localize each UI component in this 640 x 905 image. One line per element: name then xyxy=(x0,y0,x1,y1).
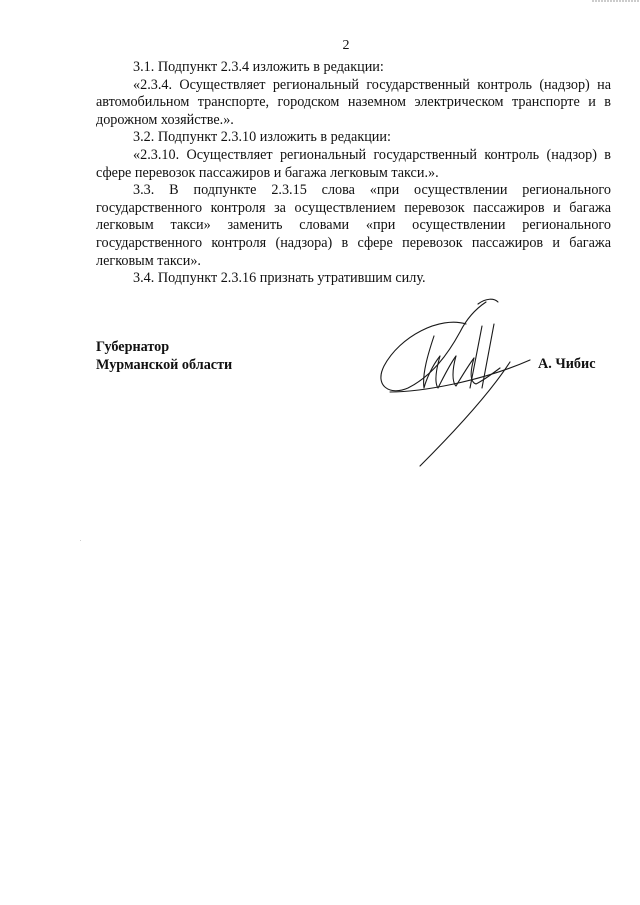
paragraph-3-3: 3.3. В подпункте 2.3.15 слова «при осуществлении регионального государственного контроля за осуществлением перевозок пассажиров и багажа легковым такси» заменить словами «при осуществлении регионального государственного контроля (надзора) в сфере перевозок пассажиров и багажа легковым такси». xyxy=(96,182,611,269)
handwritten-signature xyxy=(370,296,540,471)
signatory-position xyxy=(96,339,232,374)
signatory-name: А. Чибис xyxy=(538,356,596,372)
paragraph-2-3-10-text: «2.3.10. Осуществляет региональный государственный контроль (надзор) в сфере перевозок пассажиров и багажа легковым такси.». xyxy=(96,146,611,181)
page-number: 2 xyxy=(342,38,350,53)
signatory-position-line1: Губернатор xyxy=(96,339,170,355)
scan-speck xyxy=(80,540,81,541)
scan-corner-mark xyxy=(592,0,640,6)
paragraph-3-1: 3.1. Подпункт 2.3.4 изложить в редакции: xyxy=(133,59,384,75)
paragraph-3-4: 3.4. Подпункт 2.3.16 признать утратившим силу. xyxy=(133,270,426,287)
signatory-position-line2: Мурманской области xyxy=(96,356,233,373)
paragraph-3-2: 3.2. Подпункт 2.3.10 изложить в редакции: xyxy=(133,129,391,146)
document-body xyxy=(96,59,611,288)
paragraph-2-3-4-text: «2.3.4. Осуществляет региональный государственный контроль (надзор) на автомобильном транспорте, городском наземном электрическом транспорте и в дорожном хозяйстве.». xyxy=(96,76,611,128)
